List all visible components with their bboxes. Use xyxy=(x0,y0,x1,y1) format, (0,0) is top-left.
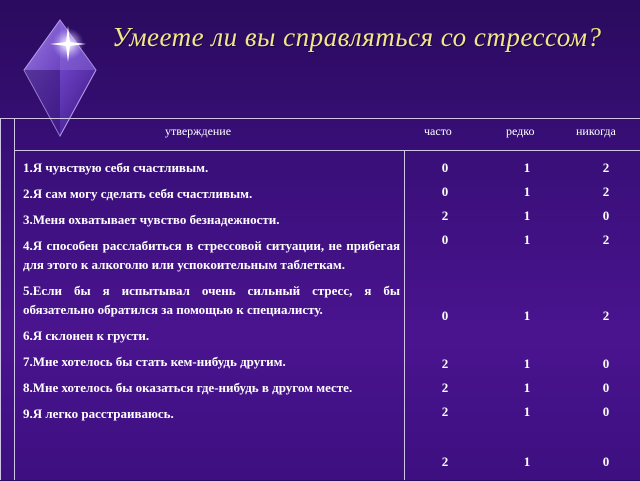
table-border xyxy=(0,118,1,480)
rarely-value: 1 xyxy=(523,356,531,371)
never-value: 0 xyxy=(602,208,610,223)
statement-item: 5.Если бы я испытывал очень сильный стресс, я бы обязательно обратился за помощью к специалисту. xyxy=(23,283,400,317)
statement-item: 6.Я склонен к грусти. xyxy=(23,328,150,343)
header-never: никогда xyxy=(576,124,616,138)
often-value: 2 xyxy=(441,404,449,419)
header-statement: утверждение xyxy=(165,124,232,138)
never-value: 2 xyxy=(602,308,610,323)
never-value: 2 xyxy=(602,160,610,175)
statement-item: 3.Меня охватывает чувство безнадежности. xyxy=(23,212,280,227)
often-value: 2 xyxy=(441,454,449,469)
often-value: 0 xyxy=(441,184,449,199)
rarely-value: 1 xyxy=(523,380,531,395)
statement-item: 4.Я способен расслабиться в стрессовой ситуации, не прибегая для этого к алкоголю или успокоительным таблеткам. xyxy=(23,238,400,272)
often-value: 2 xyxy=(441,356,449,371)
header-rarely: редко xyxy=(506,124,535,138)
never-value: 2 xyxy=(602,184,610,199)
statement-item: 8.Мне хотелось бы оказаться где-нибудь в другом месте. xyxy=(23,380,353,395)
rarely-value: 1 xyxy=(523,160,531,175)
statements-list xyxy=(23,158,400,430)
statement-item: 1.Я чувствую себя счастливым. xyxy=(23,160,209,175)
often-value: 0 xyxy=(441,232,449,247)
statement-item: 7.Мне хотелось бы стать кем-нибудь другим. xyxy=(23,354,286,369)
table-border xyxy=(14,118,15,480)
rarely-value: 1 xyxy=(523,404,531,419)
never-value: 0 xyxy=(602,356,610,371)
rarely-value: 1 xyxy=(523,208,531,223)
column-divider xyxy=(404,150,405,480)
often-value: 2 xyxy=(441,208,449,223)
page-title: Умеете ли вы справляться со стрессом? xyxy=(112,22,602,52)
header-divider xyxy=(14,150,640,151)
rarely-value: 1 xyxy=(523,232,531,247)
often-value: 2 xyxy=(441,380,449,395)
never-value: 0 xyxy=(602,454,610,469)
rarely-value: 1 xyxy=(523,454,531,469)
never-value: 0 xyxy=(602,404,610,419)
often-value: 0 xyxy=(441,308,449,323)
never-value: 0 xyxy=(602,380,610,395)
header-often: часто xyxy=(424,124,452,138)
statement-item: 9.Я легко расстраиваюсь. xyxy=(23,406,174,421)
rarely-value: 1 xyxy=(523,184,531,199)
often-value: 0 xyxy=(441,160,449,175)
statement-item: 2.Я сам могу сделать себя счастливым. xyxy=(23,186,253,201)
never-value: 2 xyxy=(602,232,610,247)
rarely-value: 1 xyxy=(523,308,531,323)
